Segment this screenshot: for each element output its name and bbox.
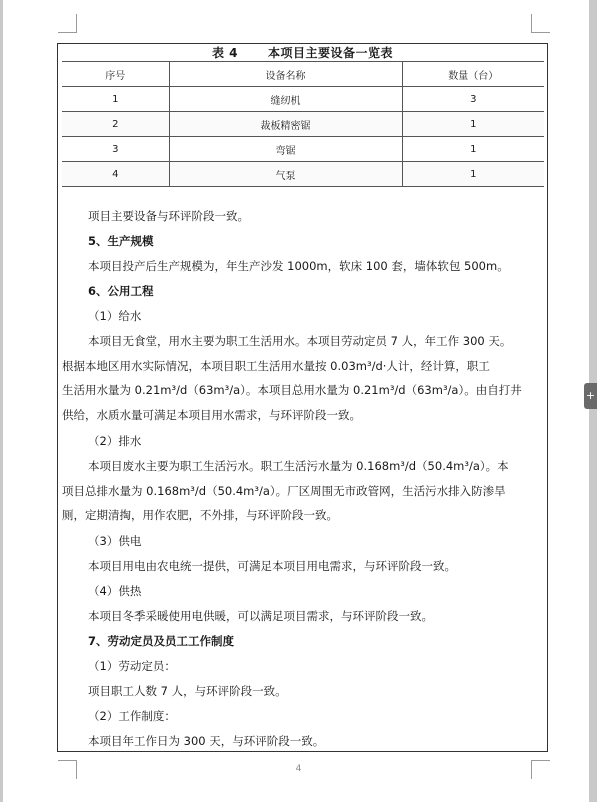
header-index: 序号	[62, 62, 169, 87]
crop-mark-top-right	[531, 14, 550, 33]
paragraph-production-scale: 本项目投产后生产规模为，年生产沙发 1000m，软床 100 套，墙体软包 500m。	[88, 259, 509, 273]
cell-quantity: 1	[402, 112, 544, 137]
subheading-power-supply: （3）供电	[88, 534, 142, 548]
table-row	[62, 162, 544, 187]
cell-index: 4	[62, 162, 169, 187]
cell-quantity: 3	[402, 87, 544, 112]
crop-mark-top-left	[58, 14, 77, 33]
cell-quantity: 1	[402, 137, 544, 162]
paragraph-line: 供给，水质水量可满足本项目用水需求，与环评阶段一致。	[62, 407, 361, 422]
cell-equipment-name: 裁板精密锯	[169, 112, 402, 137]
table-row	[62, 112, 544, 137]
table-title	[57, 44, 548, 61]
page-number: 4	[295, 764, 302, 774]
paragraph-equipment-consistency: 项目主要设备与环评阶段一致。	[88, 209, 249, 223]
paragraph-line: 根据本地区用水实际情况，本项目职工生活用水量按 0.03m³/d·人计，经计算，职工	[62, 358, 490, 373]
subheading-water-supply: （1）给水	[88, 309, 142, 323]
subheading-work-schedule: （2）工作制度：	[88, 709, 176, 723]
equipment-table	[62, 61, 544, 187]
paragraph-line: 生活用水量为 0.21m³/d（63m³/a）。本项目总用水量为 0.21m³/d（63m³/a）。由自打井	[62, 383, 522, 397]
paragraph-power-supply: 本项目用电由农电统一提供，可满足本项目用电需求，与环评阶段一致。	[88, 559, 456, 573]
cell-equipment-name: 缝纫机	[169, 87, 402, 112]
table-title-number: 表 4	[211, 46, 238, 60]
expand-panel-tab[interactable]: +	[584, 383, 597, 409]
paragraph-heating: 本项目冬季采暖使用电供暖，可以满足项目需求，与环评阶段一致。	[88, 609, 433, 623]
cell-index: 3	[62, 137, 169, 162]
header-quantity: 数量（台）	[402, 62, 544, 87]
paragraph-line: 项目总排水量为 0.168m³/d（50.4m³/a）。厂区周围无市政管网，生活污水排入防渗旱	[62, 483, 506, 498]
table-row	[62, 137, 544, 162]
heading-production-scale: 5、生产规模	[88, 234, 154, 248]
header-equipment-name: 设备名称	[169, 62, 402, 87]
cell-index: 2	[62, 112, 169, 137]
table-row	[62, 87, 544, 112]
subheading-heating: （4）供热	[88, 584, 142, 598]
subheading-drainage: （2）排水	[88, 434, 142, 448]
heading-utilities: 6、公用工程	[88, 284, 154, 298]
paragraph-line: 厕，定期清掏，用作农肥，不外排，与环评阶段一致。	[62, 508, 338, 522]
table-title-text: 本项目主要设备一览表	[268, 46, 394, 60]
paragraph-line: 本项目无食堂，用水主要为职工生活用水。本项目劳动定员 7 人，年工作 300 天。	[88, 334, 512, 348]
paragraph-drainage	[62, 454, 548, 528]
paragraph-staff-quota: 项目职工人数 7 人，与环评阶段一致。	[88, 684, 287, 698]
paragraph-water-supply	[62, 329, 548, 427]
cell-equipment-name: 气泵	[169, 162, 402, 187]
table-header-row	[62, 62, 544, 87]
content-frame-bottom-border	[57, 751, 548, 752]
cell-quantity: 1	[402, 162, 544, 187]
subheading-staff-quota: （1）劳动定员：	[88, 659, 176, 673]
cell-index: 1	[62, 87, 169, 112]
paragraph-line: 本项目废水主要为职工生活污水。职工生活污水量为 0.168m³/d（50.4m³/a）。本	[88, 459, 509, 473]
paragraph-work-schedule: 本项目年工作日为 300 天，与环评阶段一致。	[88, 734, 325, 748]
cell-equipment-name: 弯锯	[169, 137, 402, 162]
heading-staffing: 7、劳动定员及员工工作制度	[88, 634, 235, 648]
